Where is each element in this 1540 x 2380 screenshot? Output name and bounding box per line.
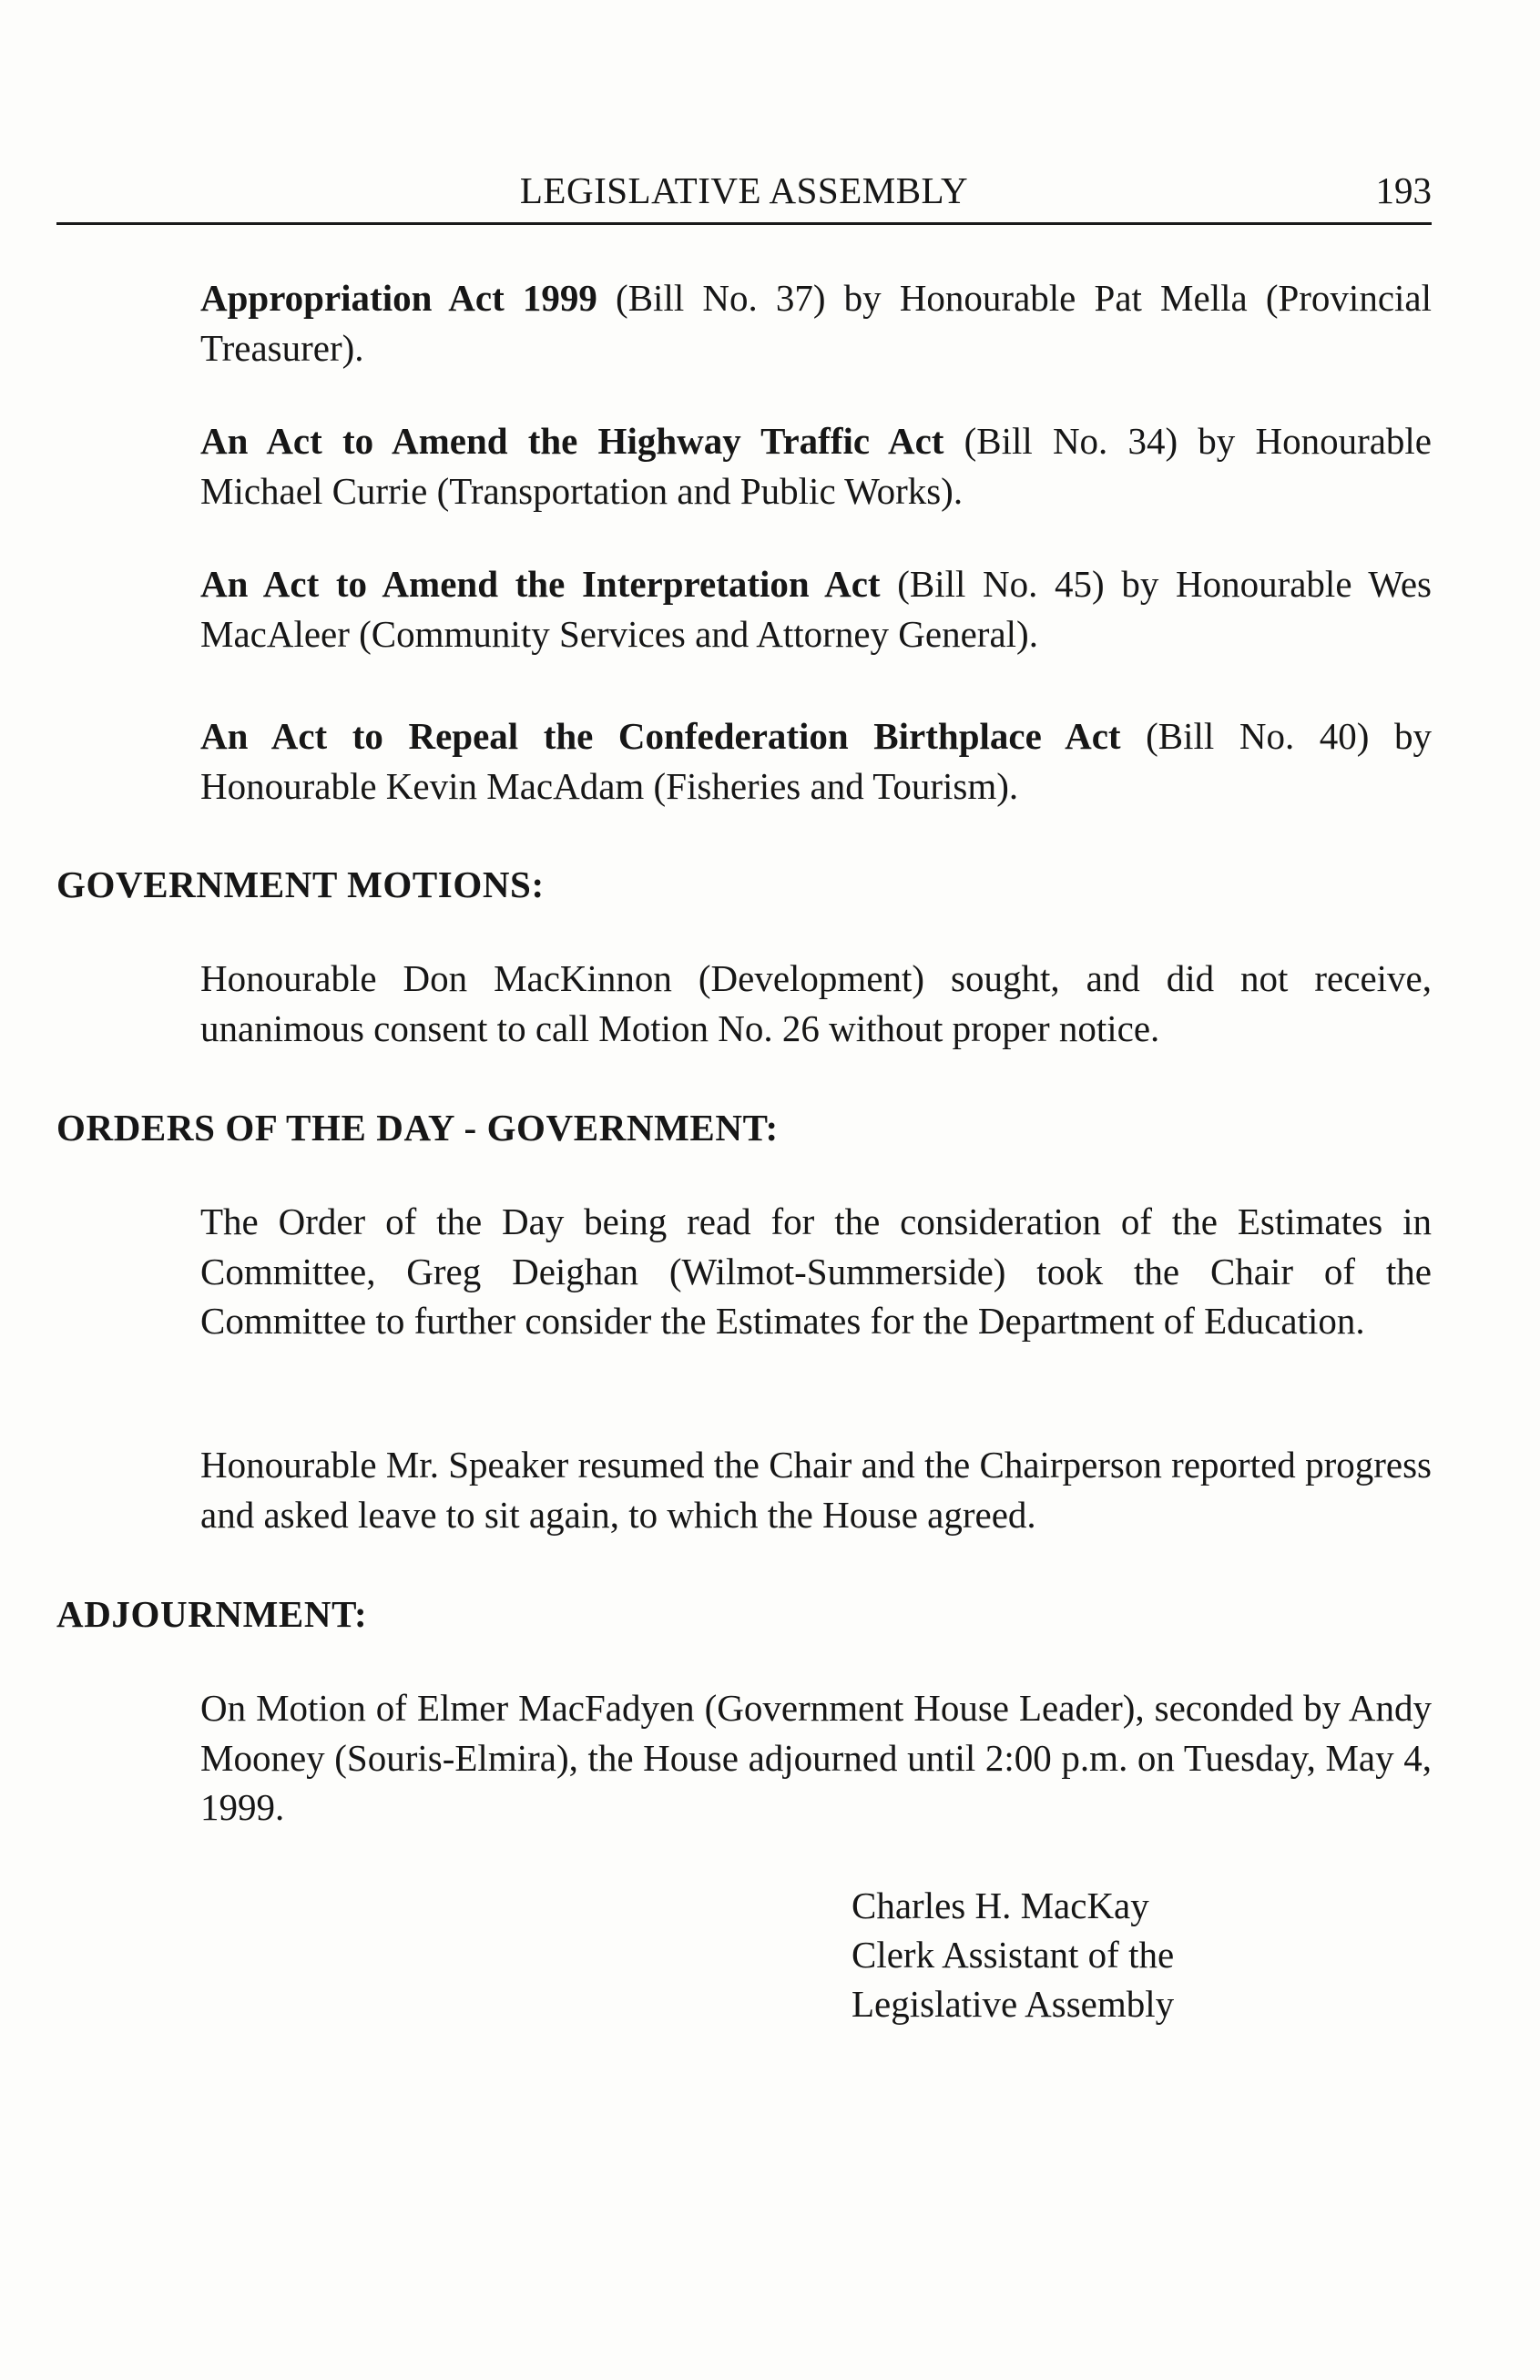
bill-title: An Act to Repeal the Confederation Birthplace Act <box>200 715 1121 757</box>
adjournment-heading: ADJOURNMENT: <box>56 1593 368 1635</box>
signature-name: Charles H. MacKay <box>852 1885 1149 1926</box>
bill-details: (Bill No. 34) by Honourable Michael Currie (Transportation and Public Works). <box>200 420 1433 512</box>
bill-details: (Bill No. 40) by Honourable Kevin MacAdam (Fisheries and Tourism). <box>200 715 1432 807</box>
bill-title: An Act to Amend the Interpretation Act <box>200 563 881 605</box>
page-number: 193 <box>1375 169 1432 211</box>
bill-entry <box>200 273 1432 373</box>
signature-title: Clerk Assistant of the <box>852 1934 1175 1976</box>
signature-organization: Legislative Assembly <box>852 1983 1175 2025</box>
government-motions-text: Honourable Don MacKinnon (Development) sought, and did not receive, unanimous consent to call Motion No. 26 without proper notice. <box>200 957 1432 1049</box>
orders-of-the-day-heading: ORDERS OF THE DAY - GOVERNMENT: <box>56 1107 779 1149</box>
bill-details: (Bill No. 37) by Honourable Pat Mella (Provincial Treasurer). <box>200 277 1433 369</box>
header-rule <box>56 222 1432 225</box>
header-title: LEGISLATIVE ASSEMBLY <box>519 169 969 211</box>
government-motions-heading: GOVERNMENT MOTIONS: <box>56 863 545 905</box>
bill-entry <box>200 711 1432 811</box>
bill-title: An Act to Amend the Highway Traffic Act <box>200 420 944 462</box>
orders-of-the-day-paragraph: Honourable Mr. Speaker resumed the Chair and the Chairperson reported progress and asked leave to sit again, to which the House agreed. <box>200 1444 1432 1536</box>
bill-entry <box>200 416 1432 516</box>
bill-details: (Bill No. 45) by Honourable Wes MacAleer (Community Services and Attorney General). <box>200 563 1432 655</box>
adjournment-text: On Motion of Elmer MacFadyen (Government House Leader), seconded by Andy Mooney (Souris-Elmira), the House adjourned until 2:00 p.m. on Tuesday, May 4, 1999. <box>200 1687 1432 1828</box>
bill-entry <box>200 559 1432 659</box>
orders-of-the-day-paragraph: The Order of the Day being read for the consideration of the Estimates in Committee, Greg Deighan (Wilmot-Summerside) took the Chair of the Committee to further consider the Estimates for the Department of Education. <box>200 1200 1432 1342</box>
running-head <box>56 167 1432 221</box>
bill-title: Appropriation Act 1999 <box>200 277 597 319</box>
